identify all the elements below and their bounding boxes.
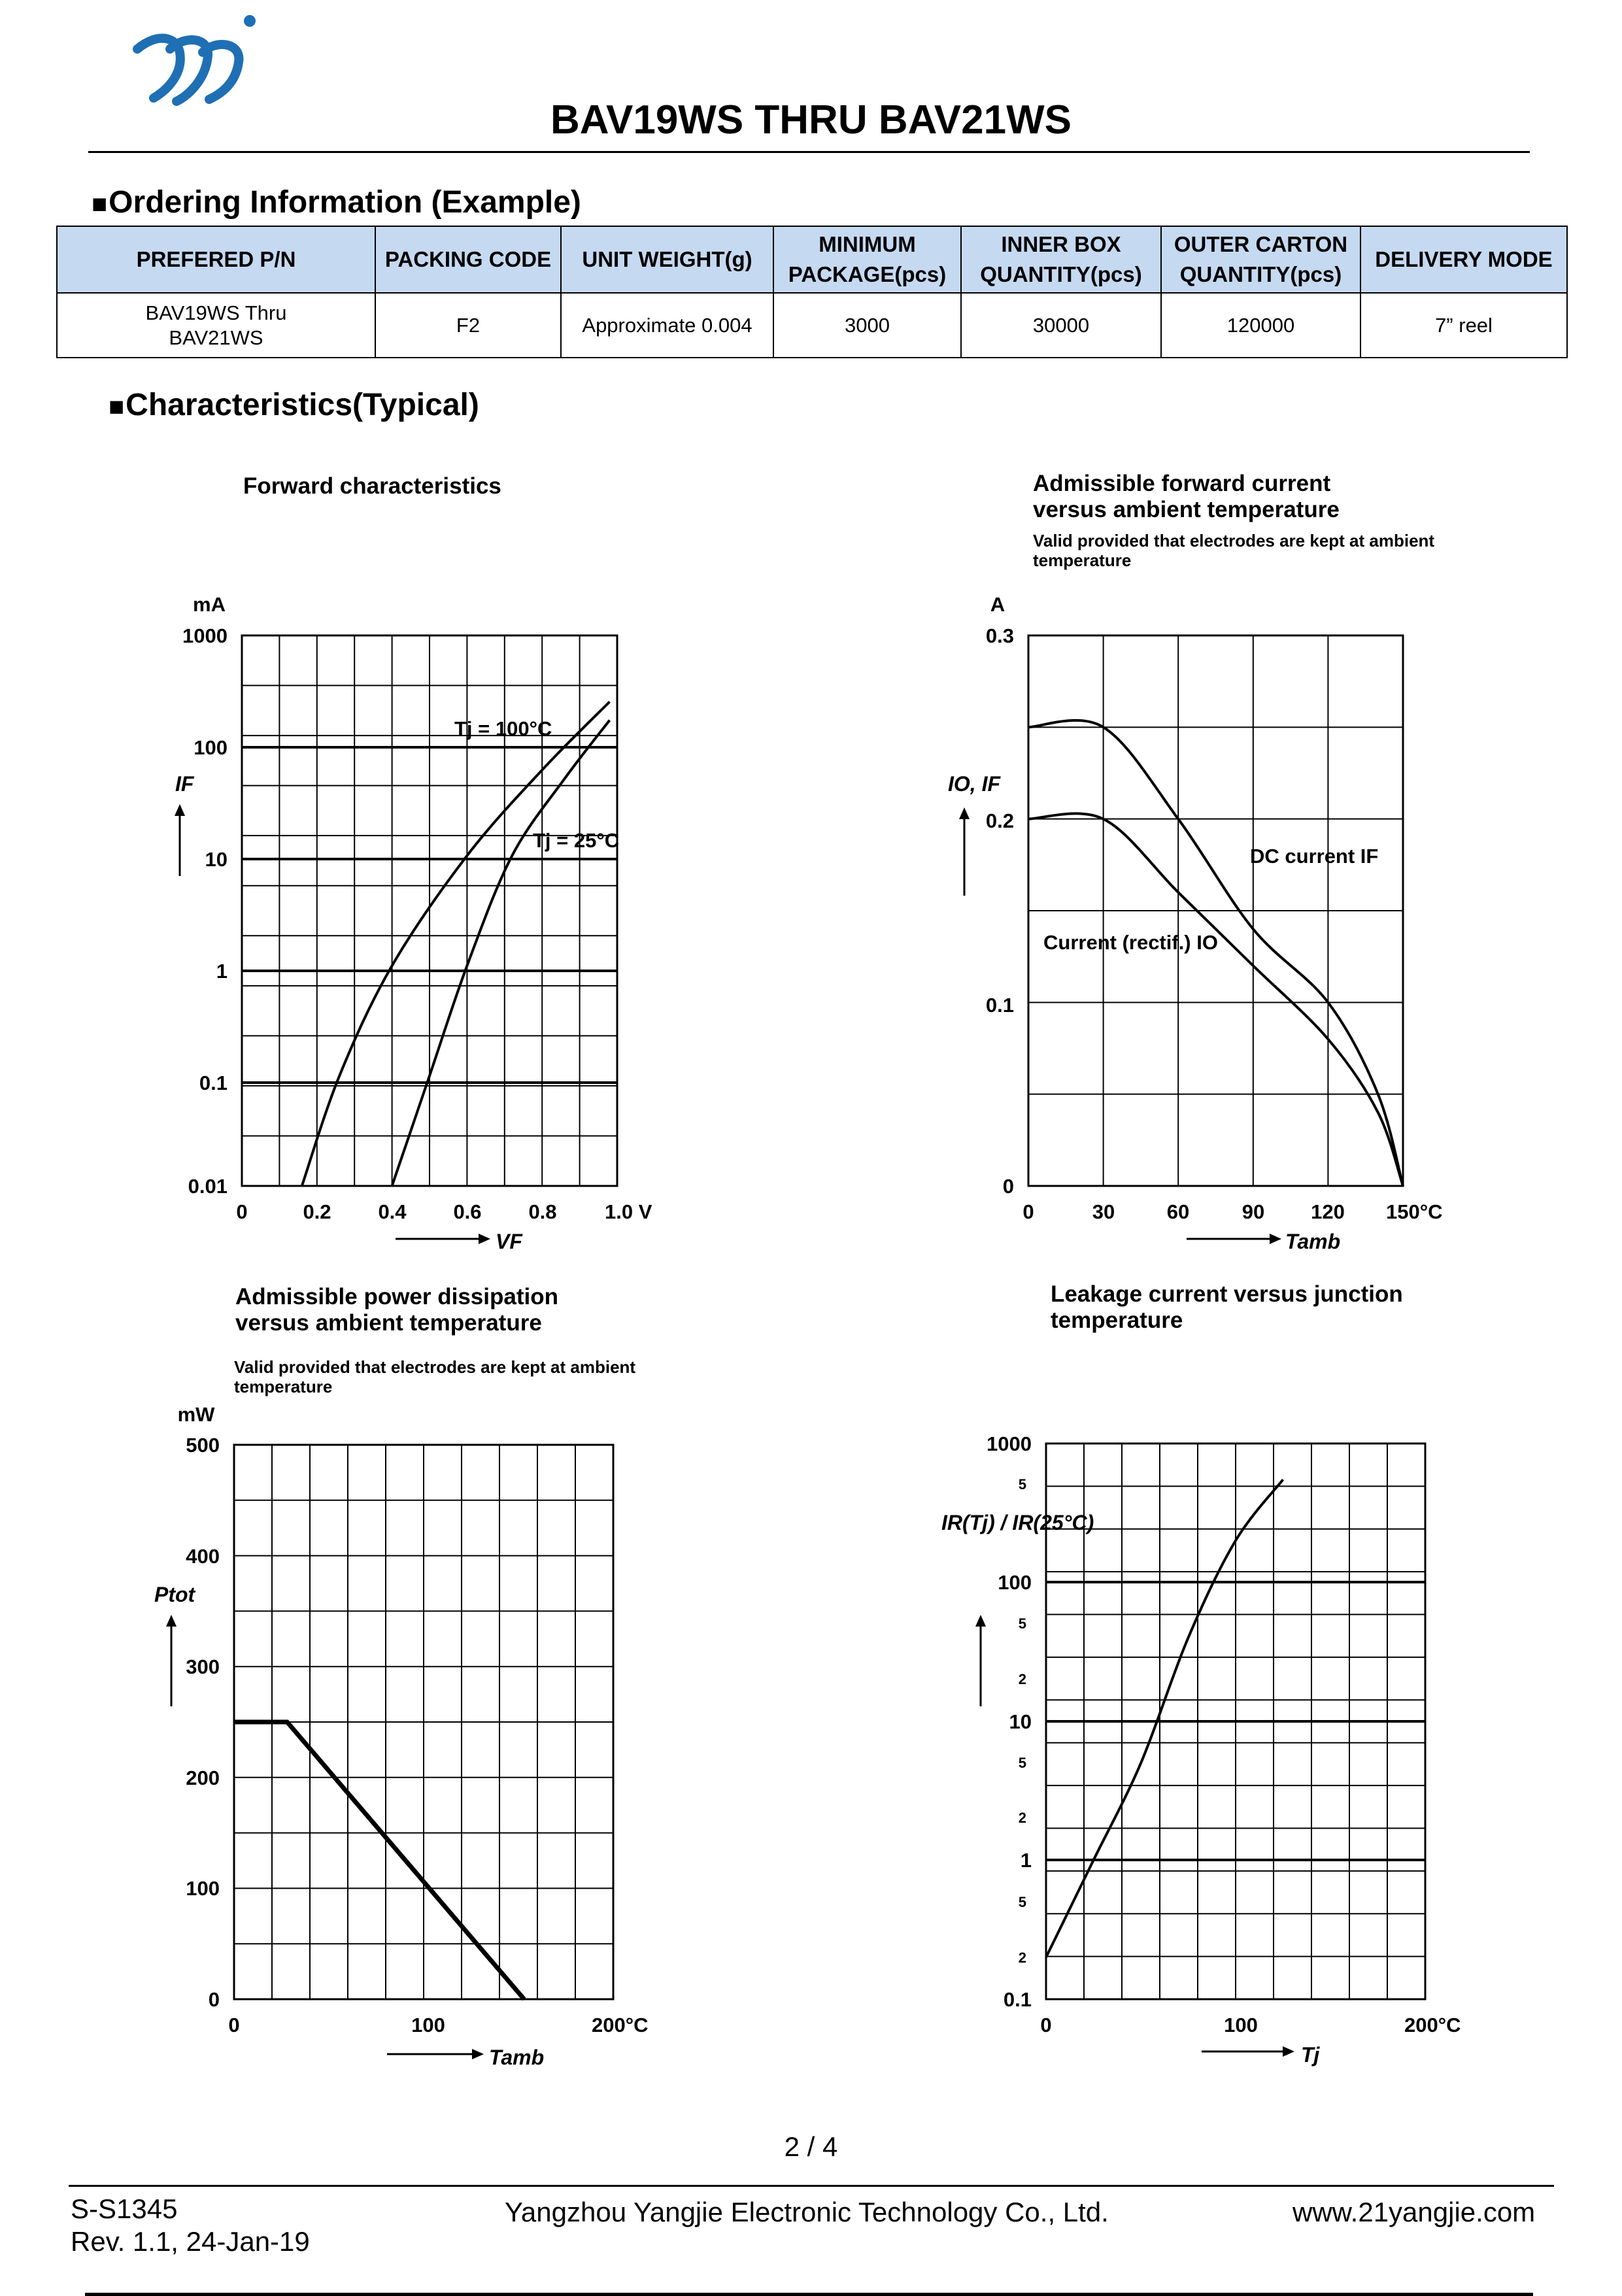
x-axis-arrow-head xyxy=(1283,2046,1294,2057)
x-tick-label: 1.0 V xyxy=(605,1200,652,1223)
document-number: S-S1345 xyxy=(71,2193,178,2224)
x-tick-label: 0.2 xyxy=(303,1200,331,1223)
table-header-cell: MINIMUM PACKAGE(pcs) xyxy=(773,226,961,293)
x-axis-label: Tamb xyxy=(1285,1230,1341,1253)
y-tick-label: 200 xyxy=(186,1766,220,1789)
y-tick-label: 0 xyxy=(1002,1175,1014,1198)
footer-bottom-rule xyxy=(85,2293,1533,2296)
x-tick-label: 100 xyxy=(411,2014,445,2036)
x-tick-label: 200°C xyxy=(592,2014,649,2036)
y-tick-label: 0.1 xyxy=(199,1072,228,1094)
y-axis-label: IF xyxy=(175,772,194,796)
y-tick-label: 500 xyxy=(186,1434,220,1457)
y-minor-tick-label: 5 xyxy=(1018,1894,1026,1910)
y-minor-tick-label: 5 xyxy=(1018,1615,1026,1632)
company-name: Yangzhou Yangjie Electronic Technology Co., Ltd. xyxy=(505,2197,1109,2227)
forward-characteristics-chart xyxy=(175,593,652,1253)
series-line xyxy=(302,701,610,1186)
y-tick-label: 100 xyxy=(194,736,228,759)
annotation-label: Current (rectif.) IO xyxy=(1043,931,1218,954)
y-axis-arrow-head xyxy=(975,1615,986,1627)
ordering-heading-text: Ordering Information (Example) xyxy=(109,185,581,220)
table-header-cell: OUTER CARTON QUANTITY(pcs) xyxy=(1161,226,1360,293)
y-axis-arrow-head xyxy=(175,804,185,816)
table-header-cell: PACKING CODE xyxy=(375,226,561,293)
chart1-title: Forward characteristics xyxy=(243,473,501,499)
x-tick-label: 150°C xyxy=(1386,1200,1443,1223)
series-line xyxy=(1046,1479,1283,1957)
admissible-forward-current-chart xyxy=(948,593,1443,1253)
y-minor-tick-label: 2 xyxy=(1018,1671,1026,1687)
square-bullet-icon: ■ xyxy=(92,190,108,218)
annotation-label: Tj = 100°C xyxy=(454,717,552,740)
x-tick-label: 0 xyxy=(228,2014,240,2036)
revision-info: Rev. 1.1, 24-Jan-19 xyxy=(71,2226,310,2257)
y-tick-label: 1000 xyxy=(987,1432,1032,1455)
y-unit-label: mA xyxy=(193,593,226,616)
y-axis-arrow-head xyxy=(959,807,970,819)
table-cell: 7” reel xyxy=(1360,293,1567,358)
square-bullet-icon: ■ xyxy=(109,392,125,421)
footer-divider xyxy=(69,2185,1554,2187)
table-cell: F2 xyxy=(375,293,561,358)
y-minor-tick-label: 2 xyxy=(1018,1810,1026,1826)
chart2-title: Admissible forward current versus ambient temperature xyxy=(1033,471,1340,522)
y-tick-label: 0.3 xyxy=(985,624,1014,647)
y-axis-label: Ptot xyxy=(154,1583,195,1606)
table-cell: 120000 xyxy=(1161,293,1360,358)
x-axis-arrow-head xyxy=(1270,1234,1281,1244)
annotation-label: DC current IF xyxy=(1250,845,1379,868)
x-axis-arrow-head xyxy=(472,2049,484,2059)
x-tick-label: 0 xyxy=(1022,1200,1034,1223)
table-cell: BAV19WS Thru BAV21WS xyxy=(57,293,375,358)
series-line xyxy=(392,720,610,1186)
table-cell: 3000 xyxy=(773,293,961,358)
x-tick-label: 200°C xyxy=(1404,2014,1461,2036)
x-tick-label: 0.8 xyxy=(528,1200,557,1223)
table-header-cell: PREFERED P/N xyxy=(57,226,375,293)
x-axis-label: VF xyxy=(496,1230,522,1253)
y-tick-label: 1 xyxy=(216,960,228,983)
x-tick-label: 0.6 xyxy=(453,1200,482,1223)
y-tick-label: 100 xyxy=(998,1571,1032,1594)
chart3-subtitle: Valid provided that electrodes are kept at ambient temperature xyxy=(234,1357,636,1396)
page-title: BAV19WS THRU BAV21WS xyxy=(550,97,1072,143)
page-number: 2 / 4 xyxy=(784,2131,838,2162)
y-tick-label: 0.1 xyxy=(985,994,1014,1017)
table-header-cell: DELIVERY MODE xyxy=(1360,226,1567,293)
table-cell: Approximate 0.004 xyxy=(561,293,773,358)
y-unit-label: A xyxy=(990,593,1005,616)
chart2-subtitle: Valid provided that electrodes are kept at ambient temperature xyxy=(1033,531,1435,570)
x-tick-label: 100 xyxy=(1224,2014,1258,2036)
y-tick-label: 10 xyxy=(205,848,228,871)
y-minor-tick-label: 5 xyxy=(1018,1755,1026,1771)
characteristics-heading-text: Characteristics(Typical) xyxy=(126,388,479,422)
table-cell: 30000 xyxy=(961,293,1161,358)
y-axis-label: IR(Tj) / IR(25°C) xyxy=(941,1511,1094,1534)
annotation-label: Tj = 25°C xyxy=(533,829,620,852)
x-tick-label: 0.4 xyxy=(378,1200,407,1223)
y-axis-arrow-head xyxy=(166,1615,177,1627)
website-link[interactable]: www.21yangjie.com xyxy=(1293,2197,1536,2227)
y-unit-label: mW xyxy=(177,1403,215,1426)
chart3-title: Admissible power dissipation versus ambient temperature xyxy=(235,1284,558,1336)
y-tick-label: 0 xyxy=(208,1988,220,2011)
series-line xyxy=(1028,813,1403,1186)
y-tick-label: 1000 xyxy=(182,624,228,647)
x-axis-arrow-head xyxy=(479,1234,490,1244)
admissible-power-dissipation-chart xyxy=(154,1403,649,2069)
x-axis-label: Tj xyxy=(1301,2043,1320,2067)
y-tick-label: 400 xyxy=(186,1545,220,1568)
table-header-cell: UNIT WEIGHT(g) xyxy=(561,226,773,293)
series-line xyxy=(234,1722,524,1999)
y-tick-label: 1 xyxy=(1020,1849,1032,1872)
x-axis-label: Tamb xyxy=(489,2046,545,2069)
x-tick-label: 30 xyxy=(1092,1200,1115,1223)
y-tick-label: 100 xyxy=(186,1877,220,1900)
y-tick-label: 0.01 xyxy=(188,1175,228,1198)
leakage-current-chart xyxy=(941,1432,1461,2067)
y-tick-label: 300 xyxy=(186,1655,220,1678)
chart4-title: Leakage current versus junction temperature xyxy=(1051,1281,1403,1333)
y-axis-label: IO, IF xyxy=(948,772,1000,796)
y-minor-tick-label: 5 xyxy=(1018,1476,1026,1493)
y-tick-label: 0.1 xyxy=(1003,1988,1032,2011)
x-tick-label: 0 xyxy=(1040,2014,1052,2036)
y-minor-tick-label: 2 xyxy=(1018,1950,1026,1966)
x-tick-label: 60 xyxy=(1166,1200,1190,1223)
y-tick-label: 10 xyxy=(1009,1710,1032,1733)
x-tick-label: 120 xyxy=(1311,1200,1345,1223)
table-header-cell: INNER BOX QUANTITY(pcs) xyxy=(961,226,1161,293)
x-tick-label: 0 xyxy=(236,1200,248,1223)
y-tick-label: 0.2 xyxy=(985,809,1014,832)
x-tick-label: 90 xyxy=(1242,1200,1265,1223)
